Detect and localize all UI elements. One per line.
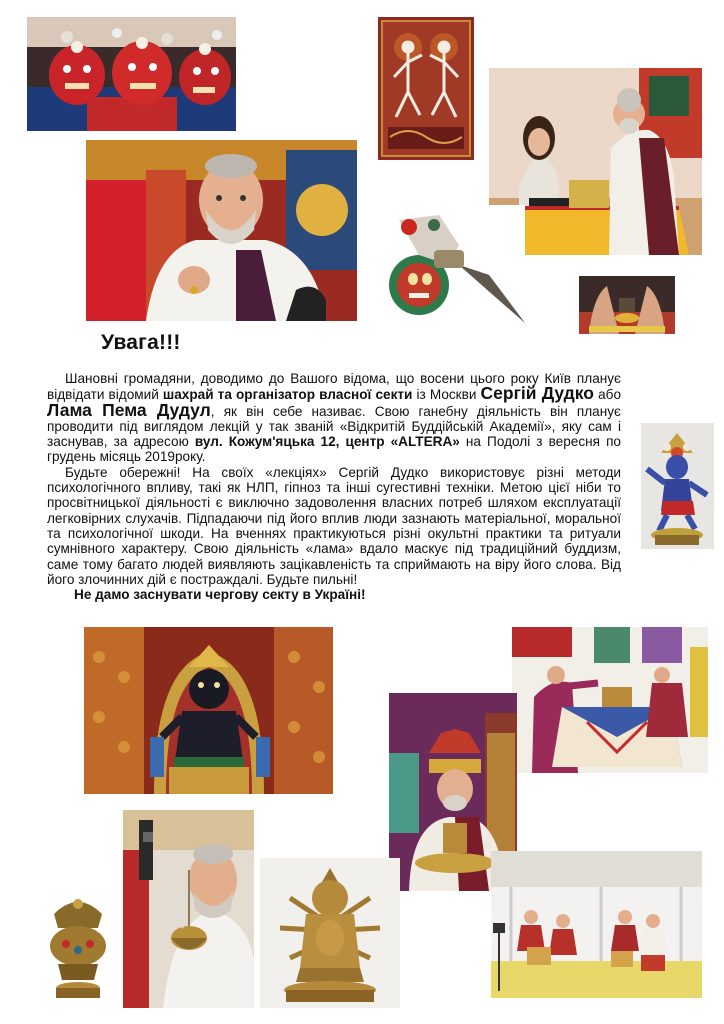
lama-censer-photo bbox=[123, 810, 254, 1008]
skull-cup-photo bbox=[38, 884, 117, 1006]
masked-dancers-photo bbox=[27, 17, 236, 131]
text-fragment: , як він себе називає. Свою ганебну діяльність він планує проводити під виглядом лекцій у так званій «Відкритій Буддійській Академії», яку сам і заснував, за адресою bbox=[47, 403, 621, 450]
slogan: Не дамо заснувати чергову секту в Україні! bbox=[74, 587, 366, 603]
fraud-label: шахрай та організатор власної секти bbox=[162, 387, 413, 403]
paragraph-announcement bbox=[47, 371, 621, 465]
skeleton-dancers-painting bbox=[378, 17, 474, 160]
event-address: вул. Кожум'яцька 12, центр «ALTERA» bbox=[194, 434, 460, 450]
text-fragment: на Подолі з вересня по грудень місяць 2019року. bbox=[47, 434, 621, 465]
temple-deity-photo bbox=[84, 627, 333, 794]
warning-text-block bbox=[47, 371, 621, 602]
ceremony-hall-photo bbox=[491, 851, 702, 998]
person-name: Сергій Дудко bbox=[480, 383, 594, 404]
lama-pointing-photo bbox=[86, 140, 357, 321]
ritual-table-photo bbox=[512, 627, 708, 773]
text-fragment: або bbox=[594, 387, 621, 403]
person-alias: Лама Пема Дудул bbox=[47, 399, 211, 420]
paragraph-warning: Будьте обережні! На своїх «лекціях» Сергій Дудко використовує різні методи психологічного впливу, такі як НЛП, гіпноз та інші сугестивні техніки. Метою цієї ніби то просвітницької діяльності є виключно задоволення власних потреб шляхом експлуатації легковірних слухачів. Підпадаючи під його вплив люди зазнають матеріальної, моральної та психологічної шкоди. На вченнях практикуються різні окультні практики та ритуали сумнівного характеру. Свою діяльність «лама» вдало маскує під традиційний буддизм, саме тому багато людей виявляють зацікавленість та сприймають на віру його слова. Від його злочинних дій є постраждалі. Будьте пильні! bbox=[47, 464, 621, 587]
warning-heading: Увага!!! bbox=[101, 331, 181, 354]
phurba-dagger-photo bbox=[379, 205, 525, 323]
ritual-closeup-photo bbox=[579, 276, 675, 334]
text-fragment: Шановні громадяни, доводимо до Вашого відома, що восени цього року Київ планує відвідати відомий bbox=[47, 371, 621, 403]
text-fragment: із Москви bbox=[412, 387, 481, 403]
blue-deity-statue-photo bbox=[641, 423, 714, 549]
gilded-deity-statue-photo bbox=[260, 858, 400, 1008]
